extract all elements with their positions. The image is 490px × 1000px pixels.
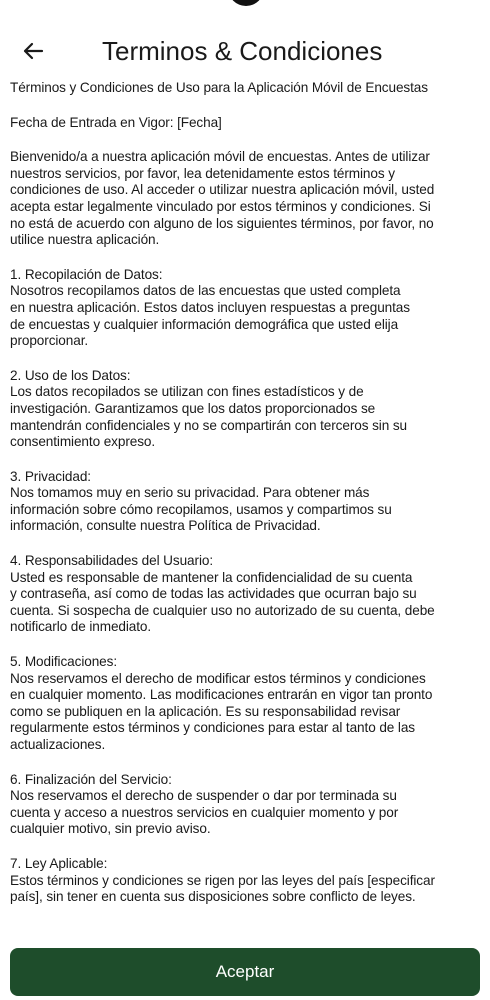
section-modifications <box>10 654 480 754</box>
section-service-termination <box>10 772 480 838</box>
page-title: Terminos & Condiciones <box>102 36 383 66</box>
intro-line: condiciones de uso. Al acceder o utilizar nuestra aplicación móvil, usted <box>10 182 435 198</box>
section-title: 6. Finalización del Servicio: <box>10 771 172 787</box>
section-line: y contraseña, así como de todas las actividades que ocurran bajo su <box>10 586 417 602</box>
section-line: Nos reservamos el derecho de modificar estos términos y condiciones <box>10 670 426 686</box>
section-line: Estos términos y condiciones se rigen por las leyes del país [especificar <box>10 872 435 888</box>
arrow-left-icon <box>21 39 45 63</box>
intro-line: Bienvenido/a a nuestra aplicación móvil de encuestas. Antes de utilizar <box>10 149 430 165</box>
section-title: 5. Modificaciones: <box>10 654 118 670</box>
section-line: consentimiento expreso. <box>10 434 156 450</box>
section-line: notificarlo de inmediato. <box>10 619 152 635</box>
terms-heading: Términos y Condiciones de Uso para la Aplicación Móvil de Encuestas <box>10 80 428 95</box>
section-title: 2. Uso de los Datos: <box>10 367 131 383</box>
section-privacy <box>10 469 480 535</box>
app-header <box>0 30 490 74</box>
section-line: cuenta. Si sospecha de cualquier uso no autorizado de su cuenta, debe <box>10 602 435 618</box>
intro-paragraph <box>10 149 480 249</box>
section-line: Nos tomamos muy en serio su privacidad. Para obtener más <box>10 485 370 501</box>
intro-line: nuestros servicios, por favor, lea detenidamente estos términos y <box>10 165 395 181</box>
section-line: mantendrán confidenciales y no se compartirán con terceros sin su <box>10 417 407 433</box>
section-title: 4. Responsabilidades del Usuario: <box>10 553 213 569</box>
section-line: regularmente estos términos y condiciones para estar al tanto de las <box>10 720 416 736</box>
section-line: investigación. Garantizamos que los datos proporcionados se <box>10 400 376 416</box>
terms-content <box>10 80 480 924</box>
section-line: Nos reservamos el derecho de suspender o dar por terminada su <box>10 788 397 804</box>
intro-line: acepta estar legalmente vinculado por estos términos y condiciones. Si <box>10 198 431 214</box>
accept-button[interactable]: Aceptar <box>10 948 480 996</box>
section-user-responsibilities <box>10 553 480 636</box>
section-line: país], sin tener en cuenta sus disposiciones sobre conflicto de leyes. <box>10 889 416 905</box>
section-title: 3. Privacidad: <box>10 468 91 484</box>
section-line: cuenta y acceso a nuestros servicios en cualquier momento y por <box>10 804 399 820</box>
section-line: en cualquier momento. Las modificaciones entrarán en vigor tan pronto <box>10 687 433 703</box>
section-data-collection <box>10 267 480 350</box>
section-line: Nosotros recopilamos datos de las encuestas que usted completa <box>10 283 401 299</box>
section-title: 1. Recopilación de Datos: <box>10 266 163 282</box>
back-button[interactable] <box>18 36 48 66</box>
section-title: 7. Ley Aplicable: <box>10 855 108 871</box>
section-line: Los datos recopilados se utilizan con fines estadísticos y de <box>10 384 364 400</box>
section-line: en nuestra aplicación. Estos datos incluyen respuestas a preguntas <box>10 299 410 315</box>
intro-line: utilice nuestra aplicación. <box>10 232 160 248</box>
section-line: información sobre cómo recopilamos, usamos y compartimos su <box>10 501 392 517</box>
section-data-use <box>10 368 480 451</box>
section-applicable-law <box>10 856 480 906</box>
section-line: de encuestas y cualquier información demográfica que usted elija <box>10 316 399 332</box>
section-line: cualquier motivo, sin previo aviso. <box>10 821 211 837</box>
intro-line: no está de acuerdo con alguno de los siguientes términos, por favor, no <box>10 215 434 231</box>
section-line: como se publiquen en la aplicación. Es su responsabilidad revisar <box>10 703 401 719</box>
section-line: Usted es responsable de mantener la confidencialidad de su cuenta <box>10 569 413 585</box>
section-line: proporcionar. <box>10 333 89 349</box>
effective-date: Fecha de Entrada en Vigor: [Fecha] <box>10 114 222 130</box>
section-line: actualizaciones. <box>10 737 106 752</box>
section-line: información, consulte nuestra Política de Privacidad. <box>10 518 321 534</box>
camera-notch <box>228 0 264 6</box>
